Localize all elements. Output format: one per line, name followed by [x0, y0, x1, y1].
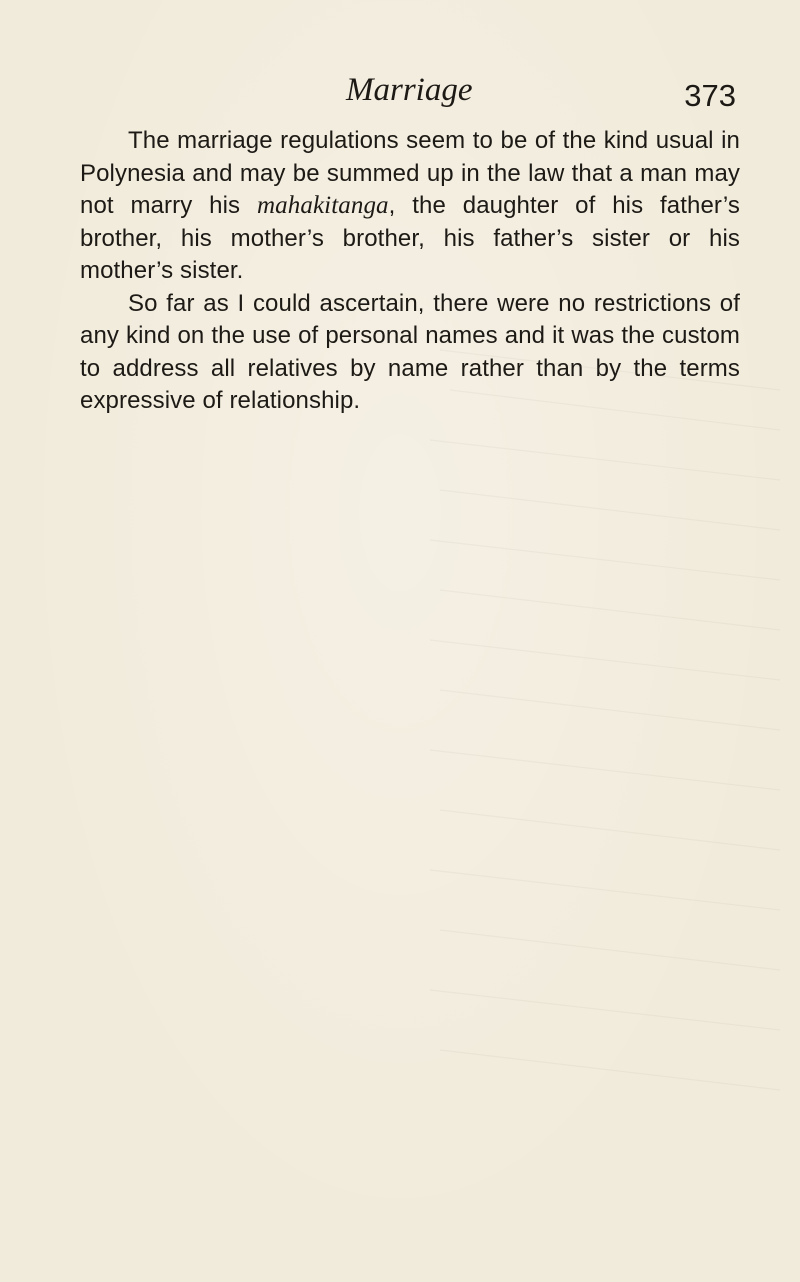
page-header [80, 70, 736, 114]
paragraph-text: , the daughter of his father’s brother, his mother’s brother, his father’s sister or his mother’s sister. [80, 192, 740, 284]
paper-show-through [420, 330, 800, 1130]
page-number: 373 [684, 78, 736, 113]
paragraph-text: So far as I could ascertain, there were no restrictions of any kind on the use of personal names and it was the custom to address all relatives by name rather than by the terms expressive of relationship. [80, 289, 740, 414]
paragraph-personal-names [80, 288, 740, 418]
body-text [80, 125, 740, 418]
paragraph-marriage-regulations [80, 125, 740, 288]
running-head: Marriage [346, 72, 473, 108]
emphasized-term: mahakitanga [257, 192, 389, 219]
paragraph-text: The marriage regulations seem to be of the kind usual in Polynesia and may be summed up in the law that a man may not marry his [80, 127, 740, 219]
